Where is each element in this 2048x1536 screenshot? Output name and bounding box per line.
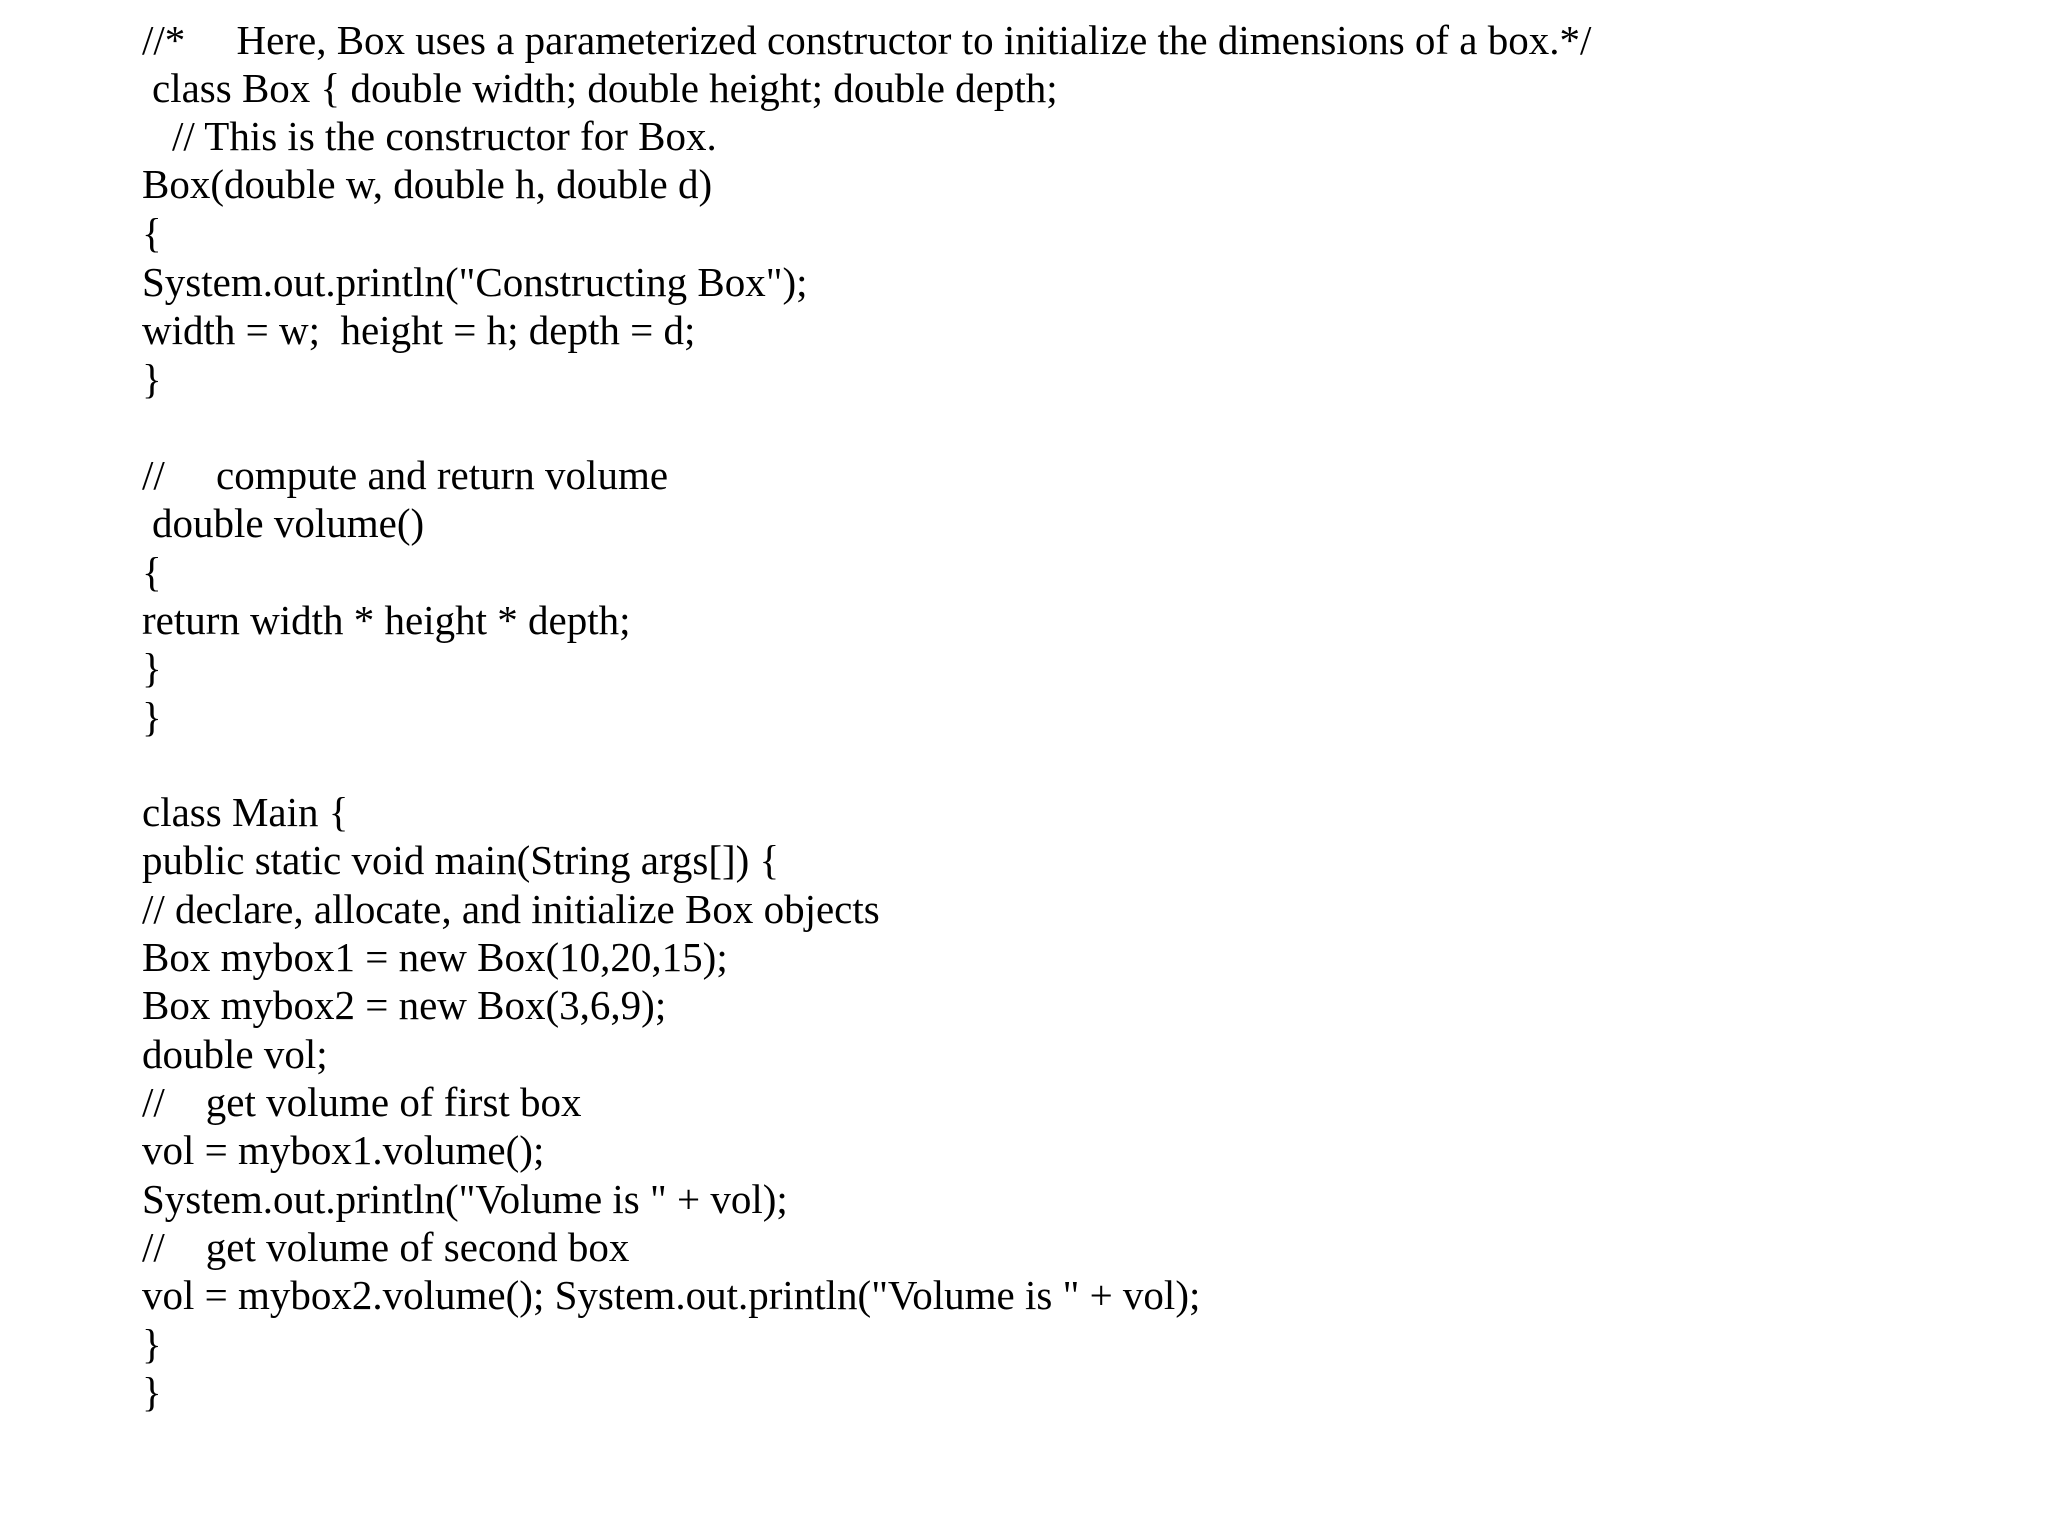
code-line: } [142, 694, 162, 740]
code-line: } [142, 645, 162, 691]
code-line: class Box { double width; double height; double depth; [152, 65, 1058, 111]
code-line: Box mybox2 = new Box(3,6,9); [142, 982, 667, 1028]
code-line: public static void main(String args[]) { [142, 837, 780, 883]
code-line: // This is the constructor for Box. [172, 113, 717, 159]
code-line: Box(double w, double h, double d) [142, 161, 713, 207]
code-line: vol = mybox1.volume(); [142, 1127, 545, 1173]
code-line: // declare, allocate, and initialize Box objects [142, 886, 880, 932]
code-line: } [142, 1321, 162, 1367]
code-line: // get volume of first box [142, 1079, 582, 1125]
code-line: width = w; height = h; depth = d; [142, 307, 696, 353]
code-line: // compute and return volume [142, 452, 669, 498]
code-line: Box mybox1 = new Box(10,20,15); [142, 934, 728, 980]
code-line: // get volume of second box [142, 1224, 630, 1270]
code-line: } [142, 1369, 162, 1415]
code-line: System.out.println("Constructing Box"); [142, 259, 808, 305]
code-line: System.out.println("Volume is " + vol); [142, 1176, 788, 1222]
code-line: { [142, 549, 162, 595]
code-line: return width * height * depth; [142, 597, 631, 643]
code-line: double vol; [142, 1031, 328, 1077]
code-line: } [142, 356, 162, 402]
code-line: //* Here, Box uses a parameterized constructor to initialize the dimensions of a box.*/ [142, 17, 1592, 63]
code-line: class Main { [142, 789, 349, 835]
code-line: vol = mybox2.volume(); System.out.println("Volume is " + vol); [142, 1272, 1201, 1318]
code-line: double volume() [152, 500, 425, 546]
code-line: { [142, 210, 162, 256]
